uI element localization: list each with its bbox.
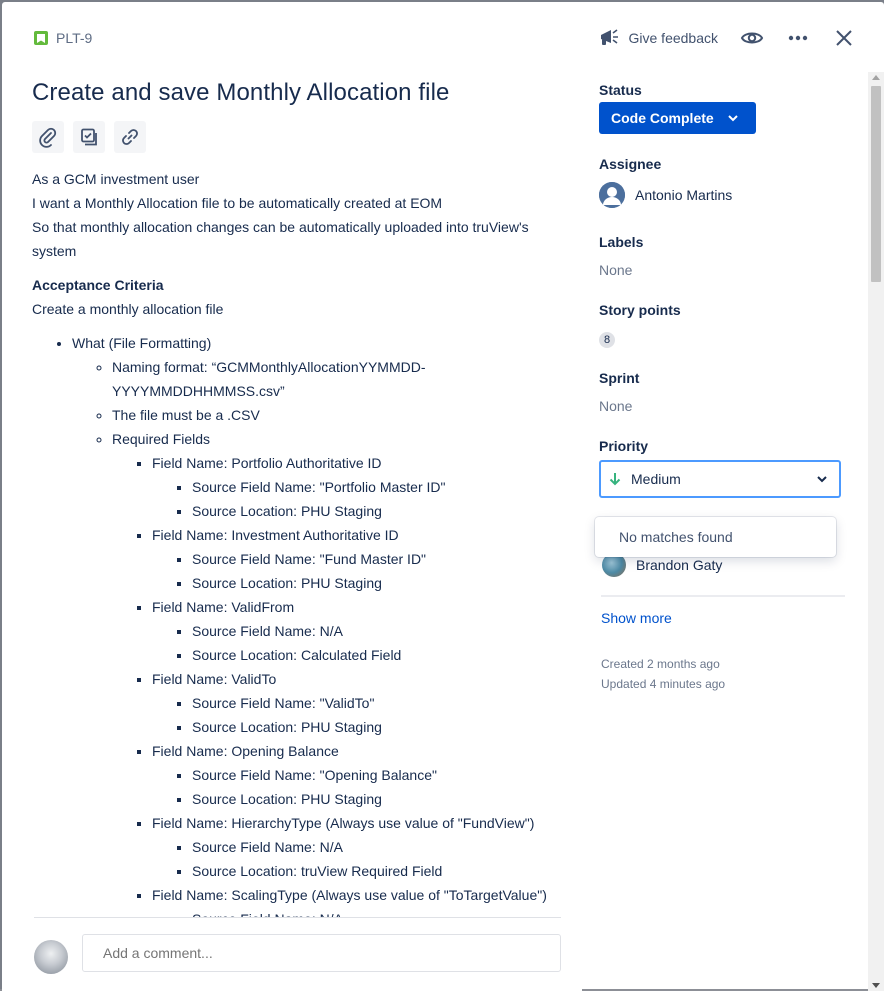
sprint-label: Sprint	[599, 370, 640, 386]
paperclip-icon	[39, 128, 57, 146]
story-icon	[34, 31, 48, 45]
user-avatar-icon	[599, 182, 625, 208]
comment-divider	[34, 917, 561, 918]
field-name: Field Name: Portfolio Authoritative ID	[152, 455, 382, 471]
issue-main-content	[32, 72, 562, 917]
acceptance-intro: Create a monthly allocation file	[32, 301, 224, 317]
priority-value: Medium	[631, 471, 681, 487]
priority-select[interactable]	[599, 460, 841, 498]
link-icon	[121, 128, 139, 146]
field-item	[152, 739, 562, 811]
chevron-down-icon	[817, 476, 827, 482]
scroll-thumb[interactable]	[871, 86, 881, 282]
description-line: So that monthly allocation changes can be automatically uploaded into truView's system	[32, 219, 529, 259]
status-dropdown-button[interactable]	[599, 102, 756, 134]
list-item	[72, 331, 562, 931]
field-location: ▪ Source Location: PHU Staging	[192, 571, 562, 595]
description-line: As a GCM investment user	[32, 171, 200, 187]
subtask-icon	[80, 128, 98, 146]
field-source: ▪ Source Field Name: "ValidTo"	[192, 691, 562, 715]
list-item: ◦ Naming format: “GCMMonthlyAllocationYYMMDD-YYYYMMDDHHMMSS.csv”	[112, 355, 562, 403]
field-item	[152, 523, 562, 595]
description-line: I want a Monthly Allocation file to be automatically created at EOM	[32, 195, 443, 211]
scroll-up-icon[interactable]	[872, 75, 880, 80]
field-source: ▪ Source Field Name: N/A	[192, 835, 562, 859]
field-location: ▪ Source Location: truView Required Field	[192, 859, 562, 883]
issue-key-breadcrumb[interactable]	[34, 30, 92, 46]
field-source: ▪ Source Field Name: "Fund Master ID"	[192, 547, 562, 571]
create-subtask-button[interactable]	[73, 121, 105, 153]
arrow-down-icon	[609, 472, 621, 486]
field-location: ▪ Source Location: PHU Staging	[192, 787, 562, 811]
created-timestamp: Created 2 months ago	[601, 657, 720, 671]
issue-modal	[2, 2, 884, 989]
formatting-list	[72, 355, 562, 931]
field-name: Field Name: ValidTo	[152, 671, 277, 687]
labels-label: Labels	[599, 234, 644, 250]
issue-key[interactable]: PLT-9	[56, 30, 93, 46]
add-comment-input[interactable]	[82, 934, 561, 972]
megaphone-icon	[599, 27, 621, 50]
watch-icon[interactable]	[740, 26, 764, 50]
field-source: ▪ Source Field Name: "Portfolio Master ID"	[192, 475, 562, 499]
field-item	[152, 595, 562, 667]
list-item	[112, 427, 562, 931]
close-icon[interactable]	[832, 26, 856, 50]
sidebar-divider	[601, 595, 845, 597]
story-points-label: Story points	[599, 302, 681, 318]
criteria-list	[32, 331, 562, 931]
attach-button[interactable]	[32, 121, 64, 153]
header-actions	[599, 26, 857, 50]
field-name: Field Name: HierarchyType (Always use value of "FundView")	[152, 815, 535, 831]
priority-dropdown-menu	[595, 517, 836, 557]
reporter-name: Brandon Gaty	[636, 557, 723, 573]
status-label: Status	[599, 82, 642, 98]
what-label: What (File Formatting)	[72, 335, 212, 351]
field-location: ▪ Source Location: PHU Staging	[192, 715, 562, 739]
current-user-avatar	[34, 940, 68, 974]
list-item: ◦ The file must be a .CSV	[112, 403, 562, 427]
field-location: ▪ Source Location: PHU Staging	[192, 499, 562, 523]
sidebar-scrollbar[interactable]	[868, 72, 884, 991]
show-more-link[interactable]: Show more	[601, 610, 672, 626]
required-fields-label: Required Fields	[112, 431, 211, 447]
field-item	[152, 811, 562, 883]
field-source: ▪ Source Field Name: "Opening Balance"	[192, 763, 562, 787]
field-name: Field Name: ScalingType (Always use value of "ToTargetValue")	[152, 887, 547, 903]
priority-label: Priority	[599, 438, 649, 454]
sprint-value[interactable]: None	[599, 398, 633, 414]
labels-value[interactable]: None	[599, 262, 633, 278]
story-points-badge[interactable]: 8	[599, 332, 615, 348]
give-feedback-label: Give feedback	[628, 30, 718, 46]
field-name: Field Name: Investment Authoritative ID	[152, 527, 399, 543]
issue-description[interactable]	[32, 167, 562, 931]
link-issue-button[interactable]	[114, 121, 146, 153]
scroll-down-icon[interactable]	[872, 983, 880, 988]
acceptance-criteria-heading: Acceptance Criteria	[32, 277, 164, 293]
field-source: ▪ Source Field Name: N/A	[192, 619, 562, 643]
status-value: Code Complete	[611, 110, 714, 126]
field-location: ▪ Source Location: Calculated Field	[192, 643, 562, 667]
field-name: Field Name: ValidFrom	[152, 599, 295, 615]
assignee-label: Assignee	[599, 156, 662, 172]
no-matches-message: No matches found	[619, 529, 733, 545]
more-actions-icon[interactable]	[786, 26, 810, 50]
field-name: Field Name: Opening Balance	[152, 743, 339, 759]
chevron-down-icon	[728, 115, 738, 121]
issue-title[interactable]: Create and save Monthly Allocation file	[32, 79, 450, 106]
issue-toolbar	[32, 121, 562, 153]
updated-timestamp: Updated 4 minutes ago	[601, 677, 726, 691]
issue-sidebar	[599, 82, 849, 498]
give-feedback-button[interactable]	[599, 27, 719, 50]
field-item	[152, 451, 562, 523]
assignee-name: Antonio Martins	[635, 187, 733, 203]
issue-meta	[601, 654, 725, 694]
assignee-field[interactable]	[599, 182, 849, 208]
field-item	[152, 667, 562, 739]
required-fields-list	[112, 451, 562, 931]
